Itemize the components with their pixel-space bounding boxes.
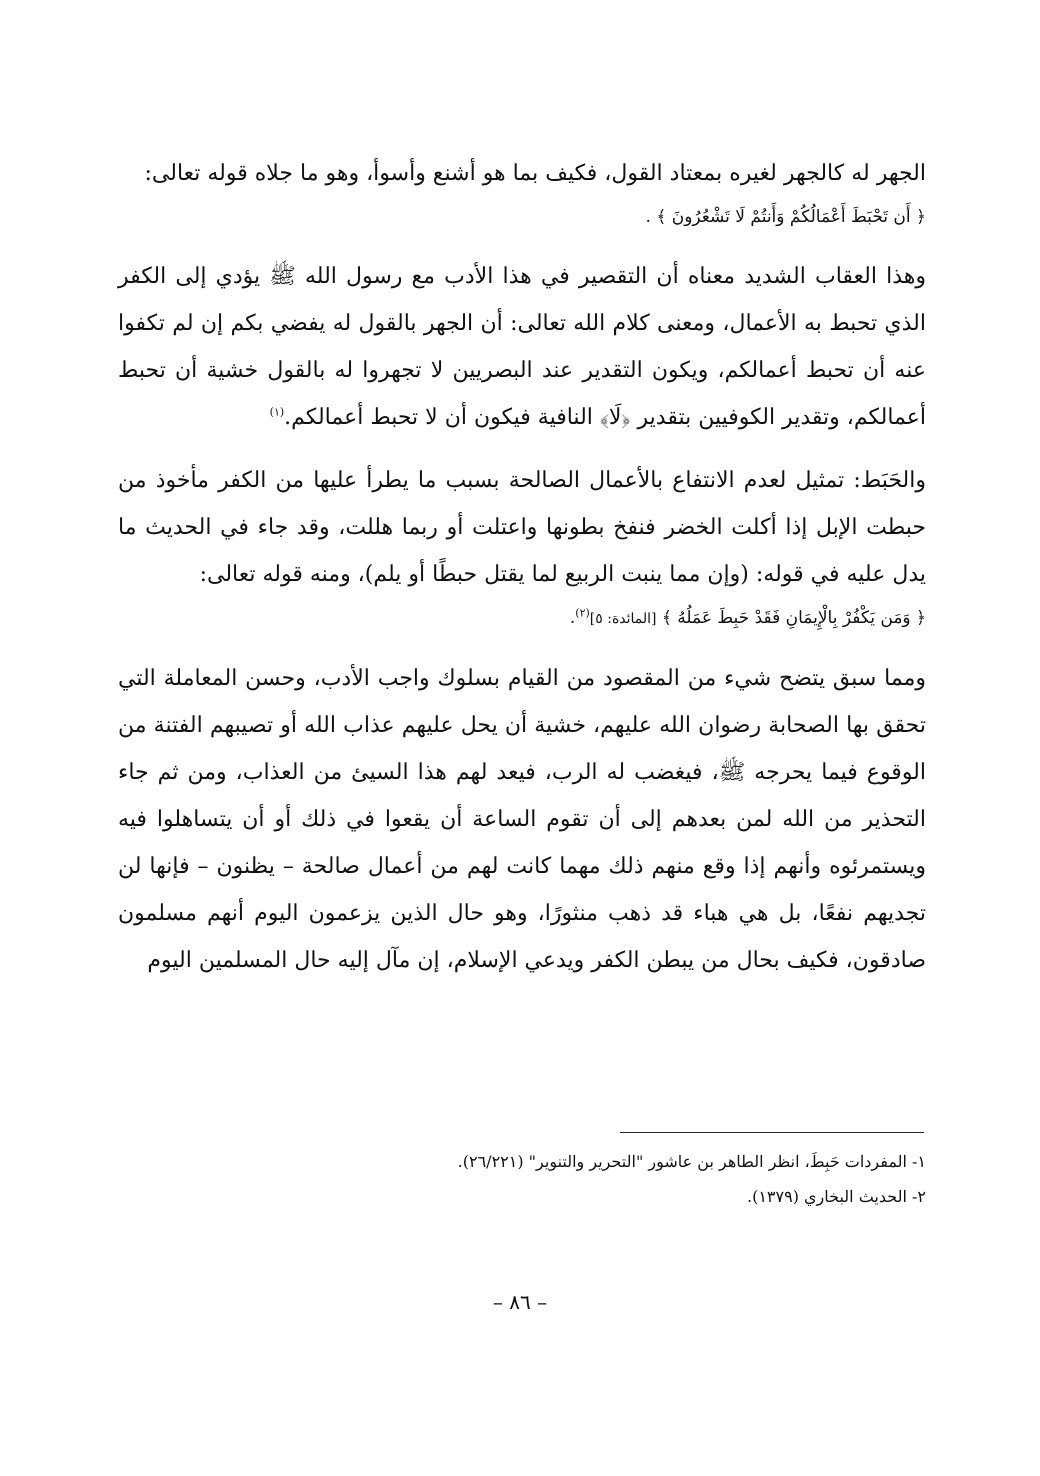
paragraph-2-text: وهذا العقاب الشديد معناه أن التقصير في هذا الأدب مع رسول الله ﷺ يؤدي إلى الكفر الذي تحبط به الأعمال، ومعنى كلام الله تعالى: أن الجهر بالقول له يفضي بكم إن لم تكفوا عنه أن تحبط أعمالكم، ويكون التقدير عند البصريين لا تجهروا له بالقول خشية أن تحبط أعمالكم، وتقدير الكوفيين بتقدير ﴿لَا﴾ النافية فيكون أن لا تحبط أعمالكم.	[118, 264, 926, 430]
quran-verse-1: ﴿ أَن تَحْبَطَ أَعْمَالُكُمْ وَأَنتُمْ لَا تَشْعُرُونَ ﴾ .	[645, 207, 926, 227]
paragraph-3	[118, 457, 926, 639]
page-number: – ٨٦ –	[492, 1290, 548, 1314]
paragraph-4-text: ومما سبق يتضح شيء من المقصود من القيام بسلوك واجب الأدب، وحسن المعاملة التي تحقق بها الصحابة رضوان الله عليهم، خشية أن يحل عليهم عذاب الله أو تصيبهم الفتنة من الوقوع فيما يحرجه ﷺ، فيغضب له الرب، فيعد لهم هذا السيئ من العذاب، ومن ثم جاء التحذير من الله لمن بعدهم إلى أن تقوم الساعة أن يقعوا في ذلك أو أن يتساهلوا فيه ويستمرئوه وأنهم إذا وقع منهم ذلك مهما كانت لهم من أعمال صالحة – يظنون – فإنها لن تجديهم نفعًا، بل هي هباء قد ذهب منثورًا، وهو حال الذين يزعمون اليوم أنهم مسلمون صادقون، فكيف بحال من يبطن الكفر ويدعي الإسلام، إن مآل إليه حال المسلمين اليوم	[118, 666, 927, 973]
paragraph-1	[118, 150, 926, 237]
quran-verse-2-end: .	[569, 608, 576, 628]
quran-verse-2	[118, 598, 926, 639]
paragraph-2	[118, 253, 926, 441]
paragraph-3-text: والحَبَط: تمثيل لعدم الانتفاع بالأعمال الصالحة بسبب ما يطرأ عليها من الكفر مأخوذ من حبطت الإبل إذا أكلت الخضر فنفخ بطونها واعتلت أو ربما هللت، وقد جاء في الحديث ما يدل عليه في قوله: (وإن مما ينبت الربيع لما يقتل حبطًا أو يلم)، ومنه قوله تعالى:	[118, 468, 926, 587]
footnote-marker-1: (١)	[269, 405, 285, 419]
footnotes	[118, 1144, 926, 1214]
quran-verse-2-reference: [المائدة: ٥]	[589, 611, 657, 627]
footnote-1: ١- المفردات حَبِطَ، انظر الطاهر بن عاشور "التحرير والتنوير" (٢٦/٢٢١).	[457, 1152, 926, 1171]
page-body	[118, 150, 926, 984]
quran-verse-2-text: ﴿ وَمَن يَكْفُرْ بِالْإِيمَانِ فَقَدْ حَبِطَ عَمَلُهُ ﴾	[661, 608, 926, 628]
paragraph-1-text: الجهر له كالجهر لغيره بمعتاد القول، فكيف بما هو أشنع وأسوأ، وهو ما جلاه قوله تعالى:	[144, 161, 926, 186]
paragraph-4	[118, 655, 926, 984]
footnote-divider	[620, 1132, 924, 1133]
footnote-2: ٢- الحديث البخاري (١٣٧٩).	[746, 1187, 926, 1206]
footnote-marker-2: (٢)	[575, 606, 590, 620]
